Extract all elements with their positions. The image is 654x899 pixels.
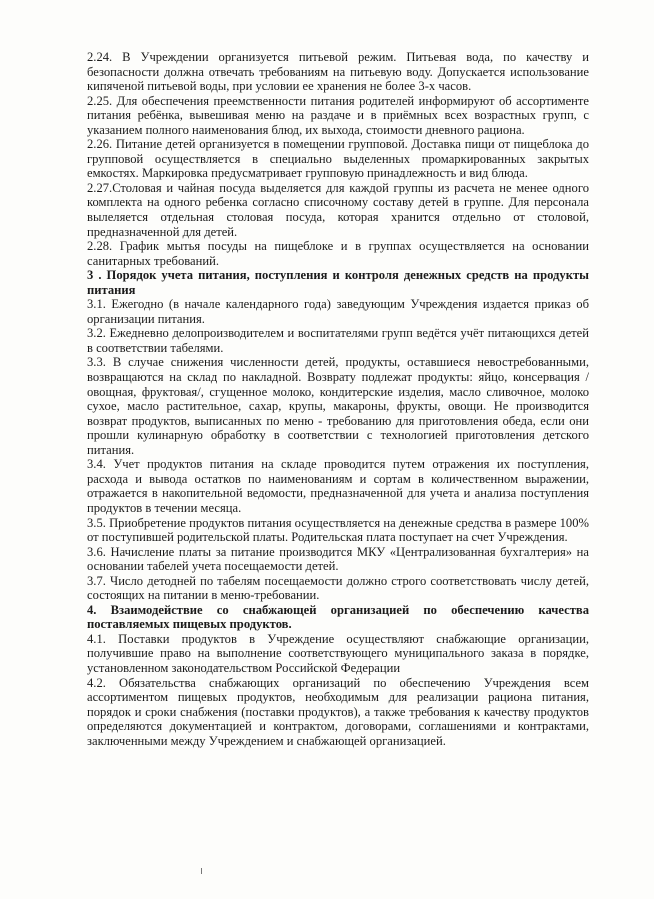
document-page	[87, 50, 589, 748]
paragraph-3-6: 3.6. Начисление платы за питание производится МКУ «Централизованная бухгалтерия» на основании табелей учета посещаемости детей.	[87, 544, 589, 574]
scan-mark	[201, 868, 202, 874]
paragraph-2-24: 2.24. В Учреждении организуется питьевой режим. Питьевая вода, по качеству и безопасности должна отвечать требованиям на питьевую воду. Допускается использование кипяченой питьевой воды, при условии ее хранения не более 3-х часов.	[87, 50, 589, 94]
paragraph-3-2: 3.2. Ежедневно делопроизводителем и воспитателями групп ведётся учёт питающихся детей в соответствии табелями.	[87, 326, 589, 355]
paragraph-3-4: 3.4. Учет продуктов питания на складе проводится путем отражения их поступления, расхода и вывода остатков по наименованиям и сортам в количественном выражении, отражается в накопительной ведомости, предназначенной для учета и анализа поступления продуктов в течении месяца.	[87, 457, 589, 515]
paragraph-3-5: 3.5. Приобретение продуктов питания осуществляется на денежные средства в размере 100% от поступившей родительской платы. Родительская плата поступает на счет Учреждения.	[87, 515, 589, 545]
section-heading-3: 3 . Порядок учета питания, поступления и контроля денежных средств на продукты питания	[87, 268, 589, 297]
paragraph-2-27: 2.27.Столовая и чайная посуда выделяется для каждой группы из расчета не менее одного комплекта на одного ребенка согласно списочному составу детей в группе. Для персонала вылеляется отдельная столовая посуда, которая хранится отдельно от столовой, предназначенной для детей.	[87, 180, 589, 239]
paragraph-2-28: 2.28. График мытья посуды на пищеблоке и в группах осуществляется на основании санитарных требований.	[87, 239, 589, 268]
paragraph-3-3: 3.3. В случае снижения численности детей, продукты, оставшиеся невостребованными, возвращаются на склад по накладной. Возврату подлежат продукты: яйцо, консервация /овощная, фруктовая/, сгущенное молоко, кондитерские изделия, масло сливочное, молоко сухое, масло растительное, сахар, крупы, макароны, фрукты, овощи. Не производится возврат продуктов, выписанных по меню - требованию для приготовления обеда, если они прошли кулинарную обработку в соответствии с технологией приготовления детского питания.	[87, 355, 589, 457]
paragraph-4-1: 4.1. Поставки продуктов в Учреждение осуществляют снабжающие организации, получившие право на выполнение соответствующего муниципального заказа в порядке, установленном законодательством Российской Федерации	[87, 631, 589, 675]
paragraph-2-25: 2.25. Для обеспечения преемственности питания родителей информируют об ассортименте питания ребёнка, вывешивая меню на раздаче и в приёмных всех возрастных групп, с указанием полного наименования блюд, их выхода, стоимости дневного рациона.	[87, 93, 589, 137]
paragraph-2-26: 2.26. Питание детей организуется в помещении групповой. Доставка пищи от пищеблока до групповой осуществляется в специально выделенных промаркированных закрытых емкостях. Маркировка предусматривает групповую принадлежность и вид блюда.	[87, 137, 589, 181]
paragraph-3-7: 3.7. Число детодней по табелям посещаемости должно строго соответствовать числу детей, состоящих на питании в меню-требовании.	[87, 573, 589, 603]
section-heading-4: 4. Взаимодействие со снабжающей организацией по обеспечению качества поставляемых пищевых продуктов.	[87, 602, 589, 632]
paragraph-3-1: 3.1. Ежегодно (в начале календарного года) заведующим Учреждения издается приказ об организации питания.	[87, 297, 589, 326]
paragraph-4-2: 4.2. Обязательства снабжающих организаций по обеспечению Учреждения всем ассортиментом пищевых продуктов, необходимым для реализации рациона питания, порядок и сроки снабжения (поставки продуктов), а также требования к качеству продуктов определяются документацией и контрактом, договорами, соглашениями и контрактами, заключенными между Учреждением и снабжающей организацией.	[87, 675, 589, 748]
